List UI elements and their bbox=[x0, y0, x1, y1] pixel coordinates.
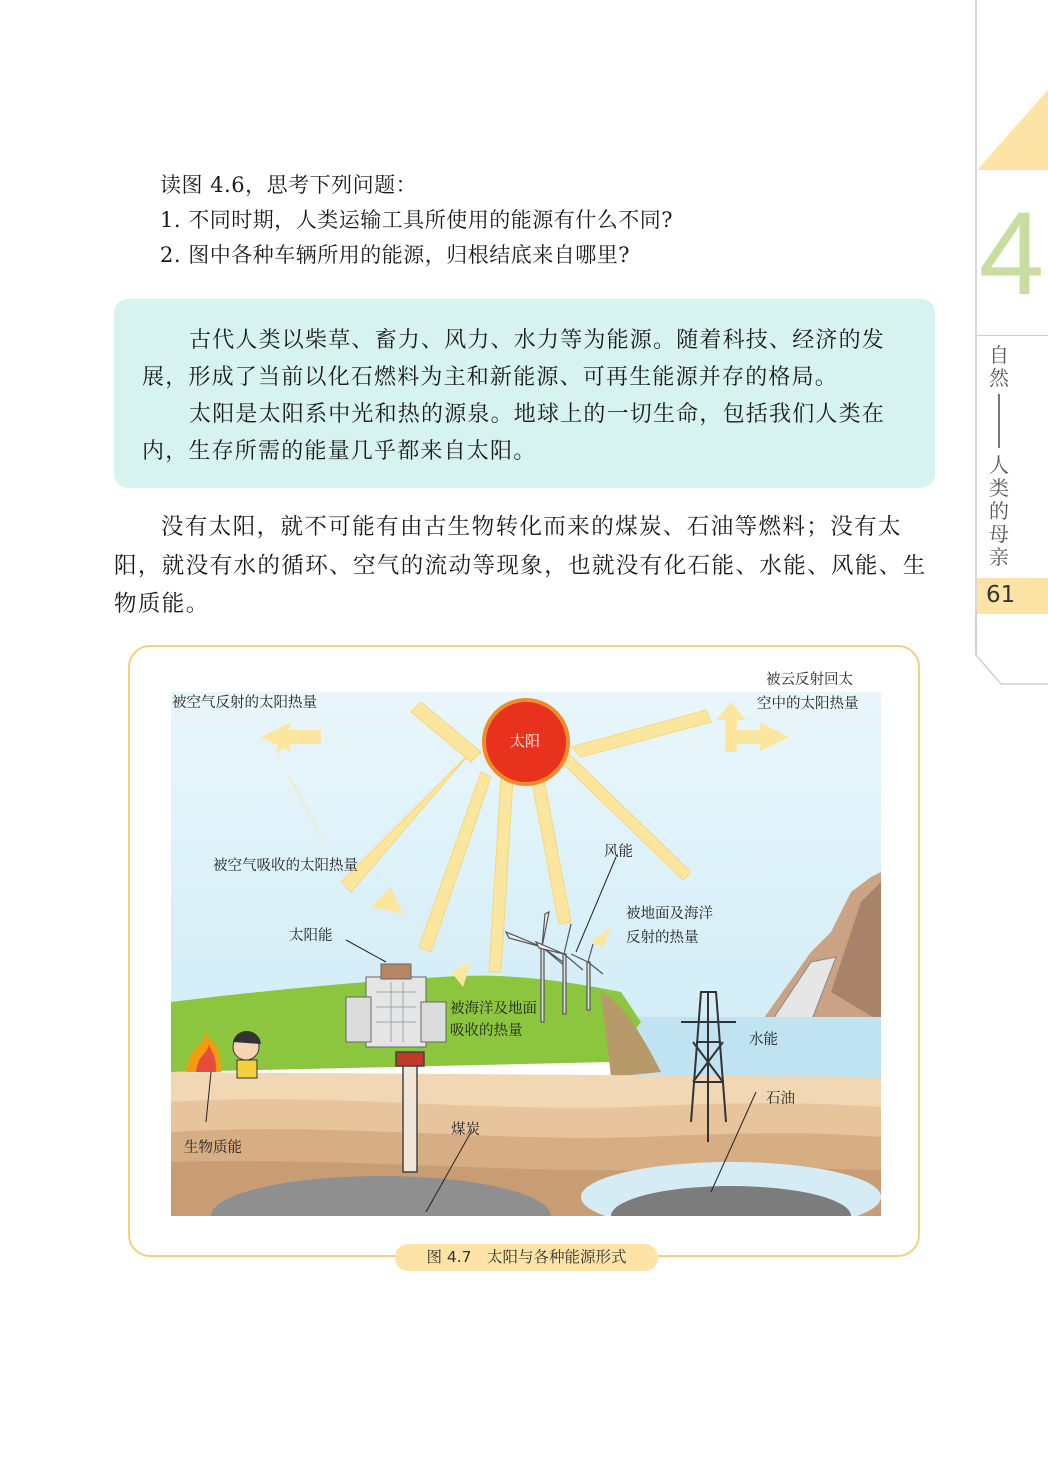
chapter-title-part2: 人类的母亲 bbox=[989, 453, 1009, 569]
chapter-title bbox=[986, 344, 1012, 569]
label-sea-ground-absorb-2: 吸收的热量 bbox=[450, 1023, 523, 1039]
chapter-number: 4 bbox=[978, 188, 1045, 320]
question-1: 1. 不同时期，人类运输工具所使用的能源有什么不同? bbox=[160, 208, 673, 232]
label-reflected-by-cloud-1: 被云反射回太 bbox=[766, 672, 853, 688]
label-coal: 煤炭 bbox=[451, 1122, 480, 1138]
label-sun: 太阳 bbox=[510, 732, 541, 750]
figure-caption: 图 4.7 太阳与各种能源形式 bbox=[395, 1244, 658, 1271]
chapter-tab-triangle bbox=[975, 90, 1048, 170]
label-ground-sea-reflect-2: 反射的热量 bbox=[626, 930, 699, 946]
label-solar-energy: 太阳能 bbox=[289, 928, 333, 944]
page-number: 61 bbox=[986, 582, 1016, 608]
label-absorbed-by-air: 被空气吸收的太阳热量 bbox=[213, 858, 358, 874]
sun-energy-illustration bbox=[171, 692, 881, 1216]
label-ground-sea-reflect-1: 被地面及海洋 bbox=[626, 906, 713, 922]
tab-bottom-edge bbox=[975, 610, 1048, 690]
question-intro: 读图 4.6，思考下列问题： bbox=[160, 173, 418, 197]
label-wind-energy: 风能 bbox=[604, 844, 633, 860]
question-2: 2. 图中各种车辆所用的能源，归根结底来自哪里? bbox=[160, 243, 630, 267]
label-hydro-energy: 水能 bbox=[749, 1032, 778, 1048]
label-sea-ground-absorb-1: 被海洋及地面 bbox=[450, 1001, 537, 1017]
chapter-title-part1: 自然 bbox=[989, 343, 1009, 390]
body-paragraph: 没有太阳，就不可能有由古生物转化而来的煤炭、石油等燃料；没有太阳，就没有水的循环、空气的流动等现象，也就没有化石能、水能、风能、生物质能。 bbox=[114, 514, 927, 617]
label-reflected-by-air: 被空气反射的太阳热量 bbox=[172, 695, 317, 711]
title-dash bbox=[998, 394, 1000, 448]
info-paragraph-1: 古代人类以柴草、畜力、风力、水力等为能源。随着科技、经济的发展，形成了当前以化石燃料为主和新能源、可再生能源并存的格局。 bbox=[142, 328, 886, 390]
divider bbox=[977, 335, 1048, 336]
child bbox=[233, 1031, 261, 1078]
label-reflected-by-cloud-2: 空中的太阳热量 bbox=[757, 696, 859, 712]
info-paragraph-2: 太阳是太阳系中光和热的源泉。地球上的一切生命，包括我们人类在内，生存所需的能量几乎都来自太阳。 bbox=[142, 402, 886, 464]
label-biomass-energy: 生物质能 bbox=[184, 1140, 242, 1156]
label-oil: 石油 bbox=[766, 1091, 795, 1107]
